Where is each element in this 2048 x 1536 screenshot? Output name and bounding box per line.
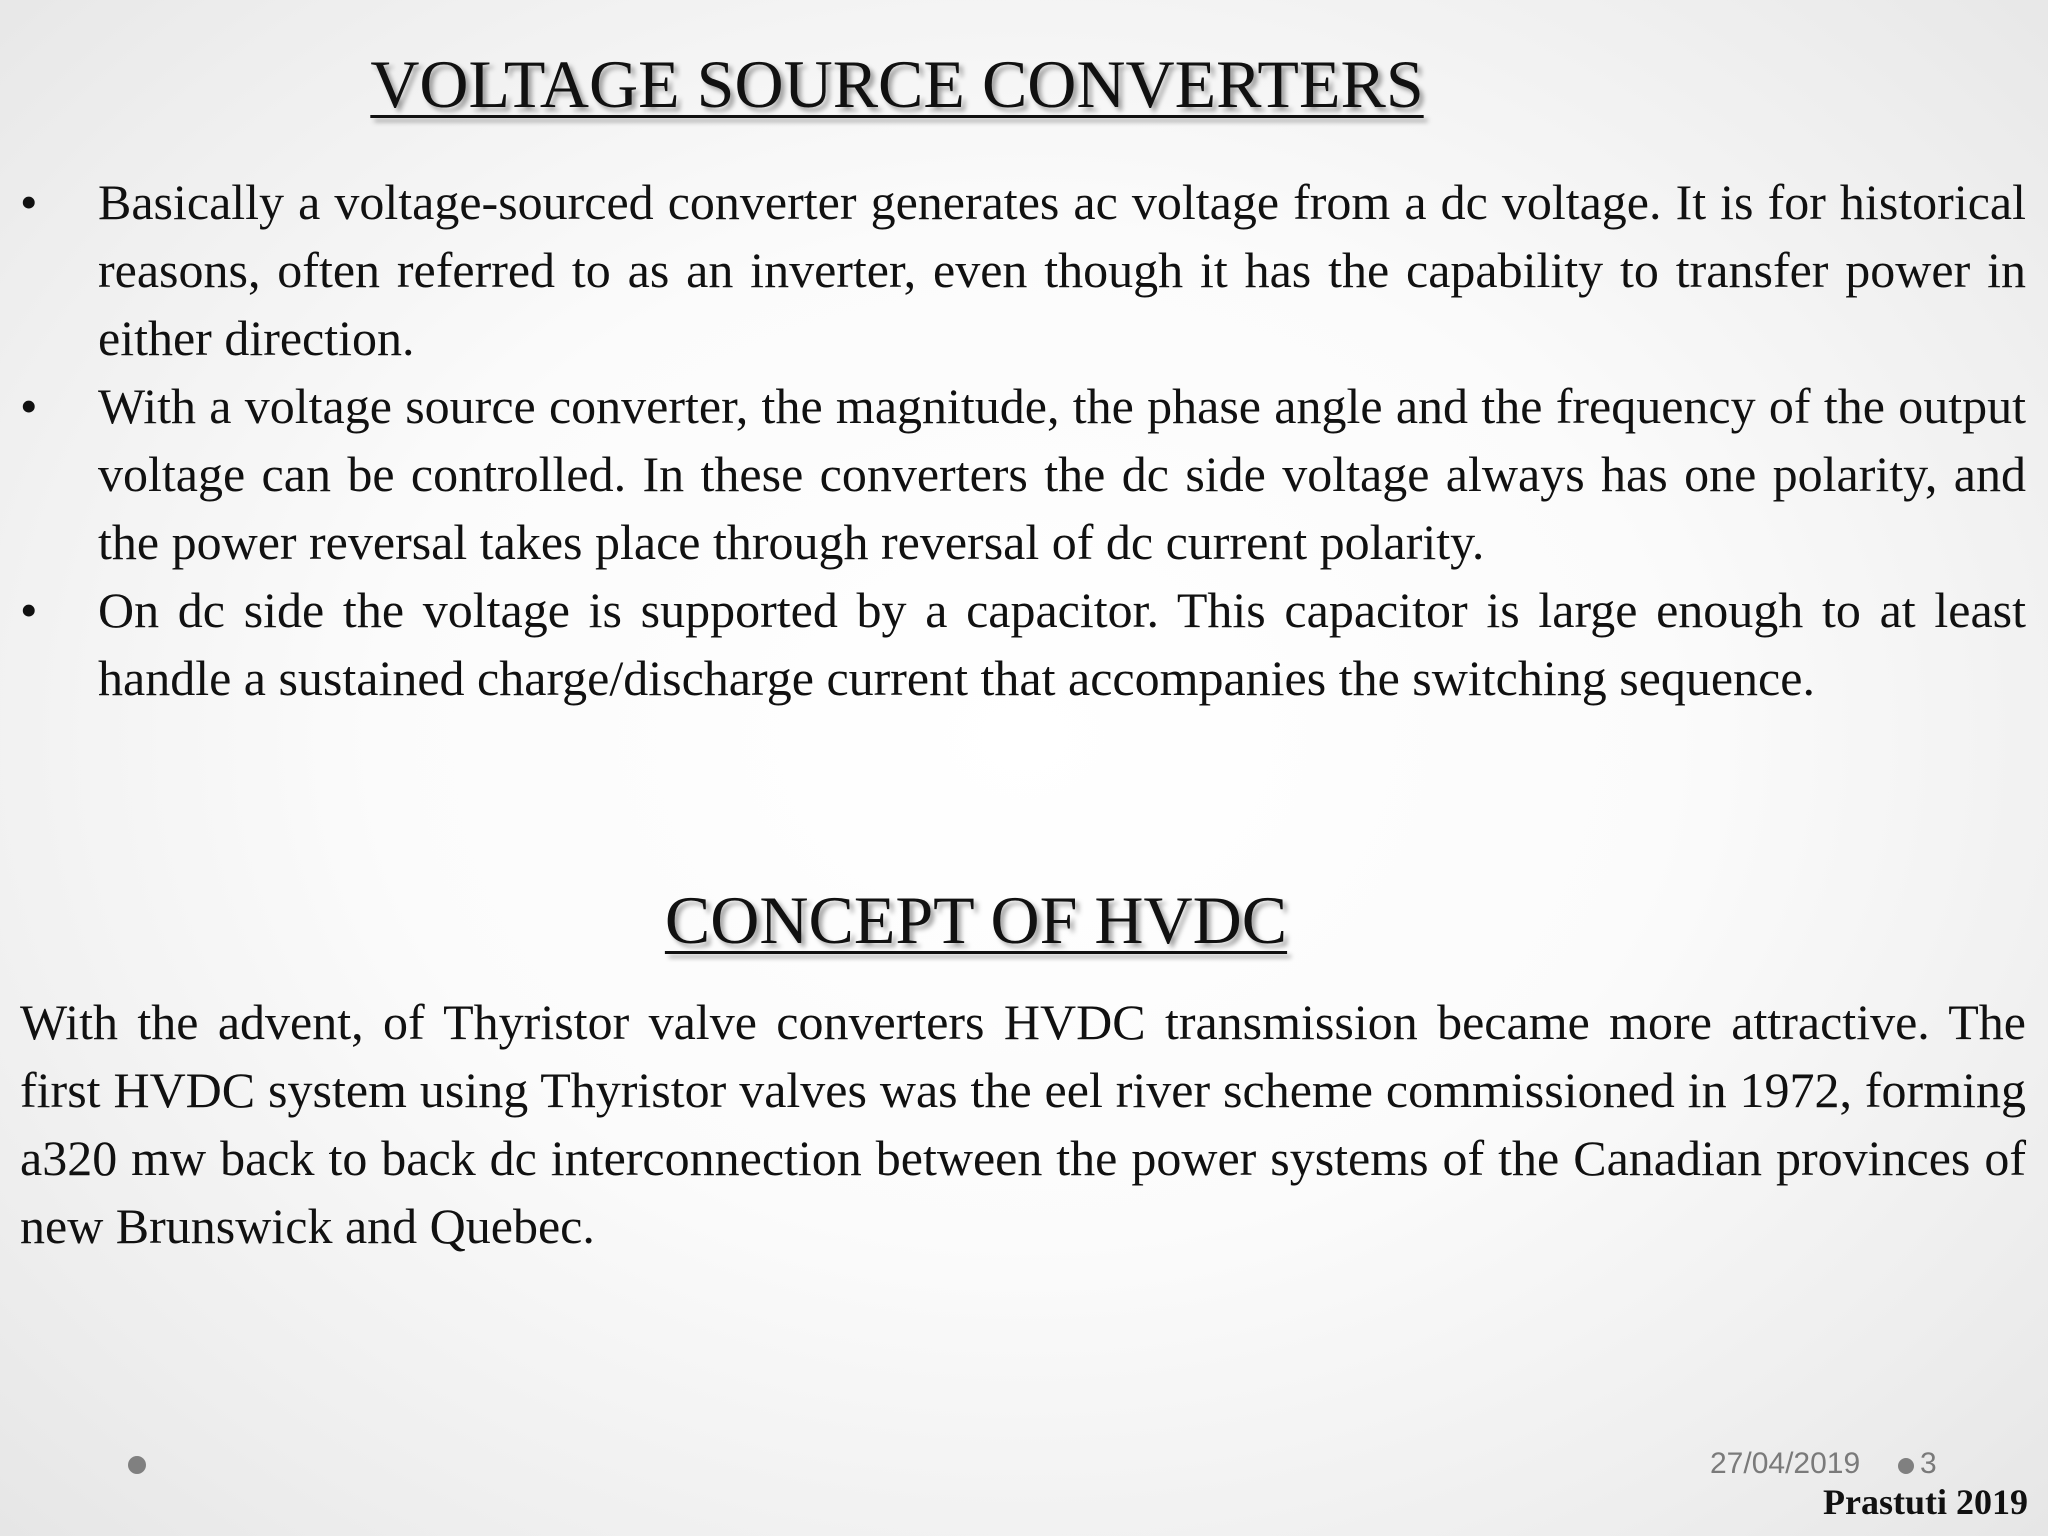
bullet-marker: • — [20, 174, 38, 230]
bullet-text: With a voltage source converter, the magnitude, the phase angle and the frequency of the output voltage can be controlled. In these converters the dc side voltage always has one polarity, and the power reversal takes place through reversal of dc current polarity. — [98, 378, 2026, 570]
body-paragraph: With the advent, of Thyristor valve converters HVDC transmission became more attractive. The first HVDC system using Thyristor valves was the eel river scheme commissioned in 1972, forming a320 mw back to back dc interconnection between the power systems of the Canadian provinces of new Brunswick and Quebec. — [20, 994, 2026, 1254]
footer-dot-icon — [128, 1456, 146, 1474]
bullet-list — [20, 168, 2026, 712]
bullet-item — [20, 576, 2026, 712]
section-title: CONCEPT OF HVDC — [664, 882, 1288, 958]
bullet-item — [20, 168, 2026, 372]
footer-brand: Prastuti 2019 — [1823, 1482, 2028, 1522]
footer-date: 27/04/2019 — [1710, 1447, 1861, 1480]
slide-title: VOLTAGE SOURCE CONVERTERS — [370, 46, 1424, 122]
footer-separator-dot-icon — [1898, 1458, 1914, 1474]
bullet-item — [20, 372, 2026, 576]
page-number: 3 — [1920, 1447, 1937, 1480]
bullet-text: On dc side the voltage is supported by a capacitor. This capacitor is large enough to at least handle a sustained charge/discharge current that accompanies the switching sequence. — [98, 582, 2026, 706]
bullet-marker: • — [20, 582, 38, 638]
bullet-text: Basically a voltage-sourced converter generates ac voltage from a dc voltage. It is for historical reasons, often referred to as an inverter, even though it has the capability to transfer power in either direction. — [98, 174, 2026, 366]
bullet-marker: • — [20, 378, 38, 434]
